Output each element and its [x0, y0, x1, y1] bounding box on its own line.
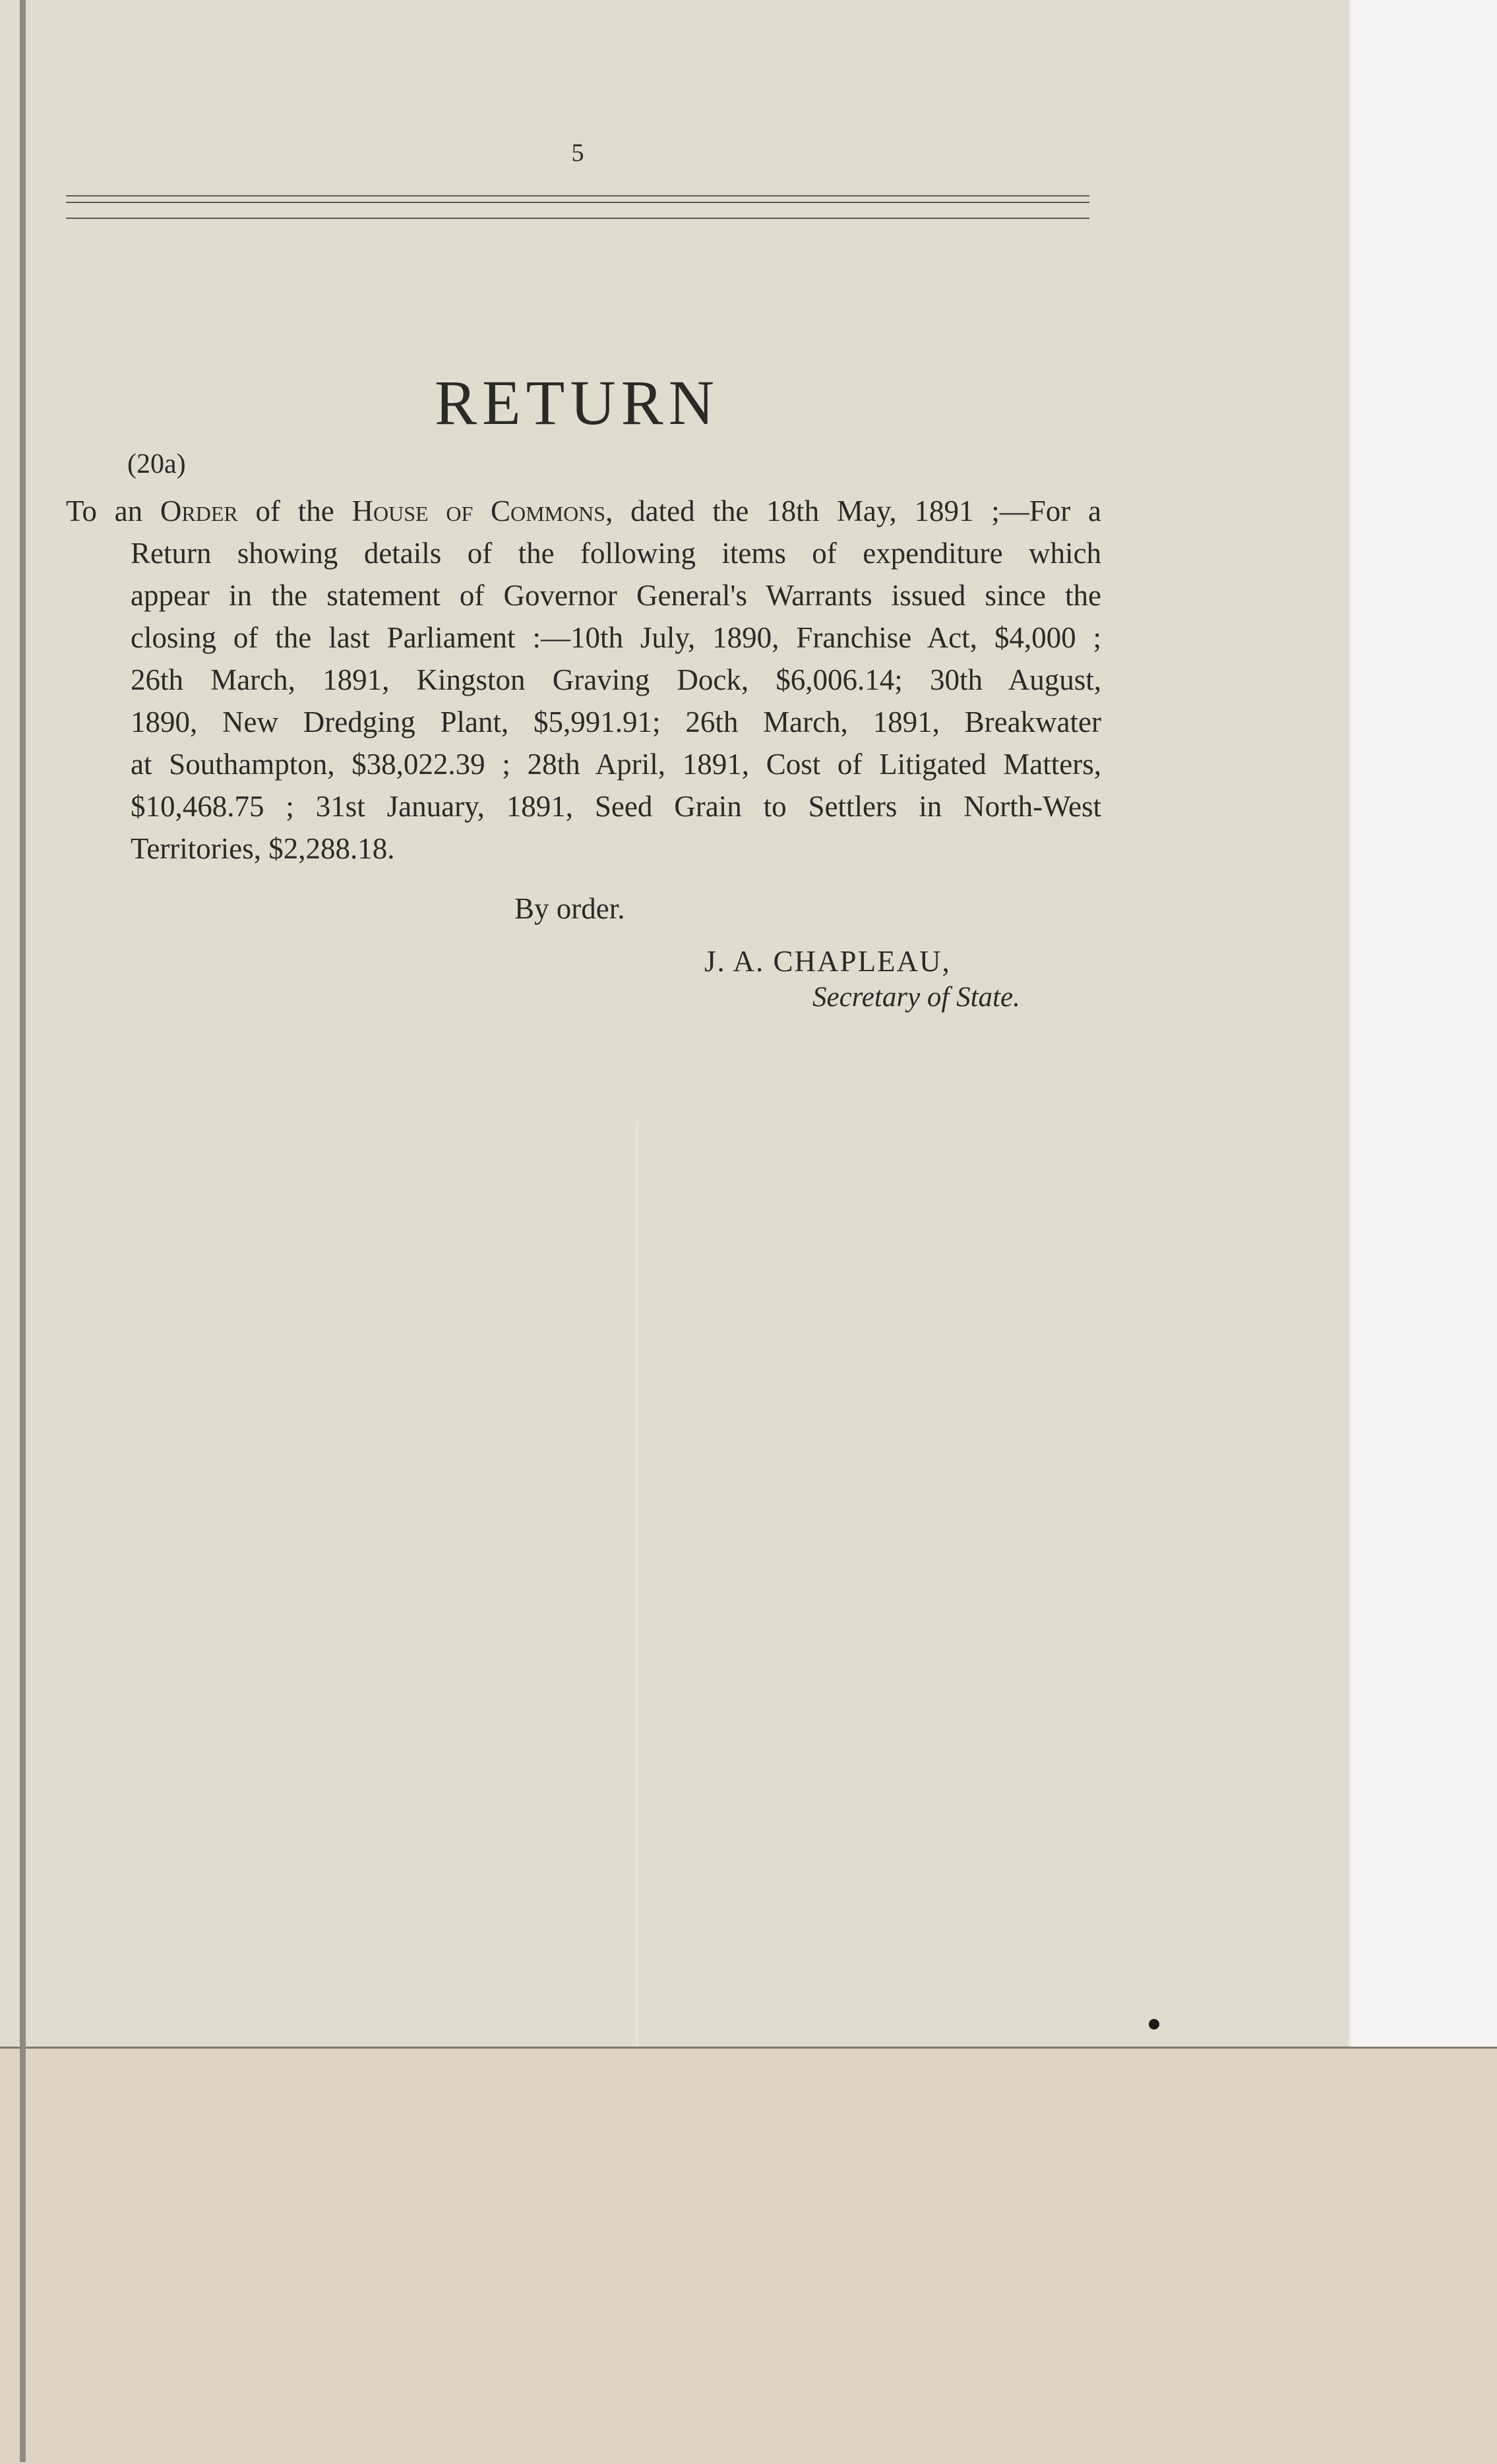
order-line: appear in the statement of Governor General's Warrants issued since the	[131, 579, 1101, 612]
order-line: at Southampton, $38,022.39 ; 28th April, 1891, Cost of Litigated Matters,	[131, 748, 1101, 781]
order-paragraph	[66, 490, 1101, 870]
document-heading: RETURN	[435, 367, 719, 438]
next-page-edge	[0, 2047, 1497, 2464]
signatory-name: J. A. CHAPLEAU,	[704, 945, 951, 978]
order-line: closing of the last Parliament :—10th July, 1890, Franchise Act, $4,000 ;	[131, 621, 1101, 654]
order-word: Order	[160, 495, 238, 527]
order-line: Territories, $2,288.18.	[131, 832, 395, 865]
header-rule-middle	[66, 202, 1089, 203]
header-rule-bottom	[66, 218, 1089, 219]
order-line: 26th March, 1891, Kingston Graving Dock, $6,006.14; 30th August,	[131, 663, 1101, 696]
by-order-text: By order.	[514, 892, 625, 925]
header-rule-top	[66, 195, 1089, 196]
house-of-commons: House of Commons	[351, 495, 606, 527]
ink-spot	[1149, 2019, 1159, 2029]
order-line: 1890, New Dredging Plant, $5,991.91; 26th March, 1891, Breakwater	[131, 706, 1101, 738]
page-number: 5	[571, 139, 584, 167]
order-line: $10,468.75 ; 31st January, 1891, Seed Grain to Settlers in North-West	[131, 790, 1101, 823]
signatory-title: Secretary of State.	[812, 982, 1020, 1013]
document-reference: (20a)	[127, 449, 186, 479]
page-fold-crease	[636, 1121, 638, 2044]
order-line: Return showing details of the following items of expenditure which	[131, 537, 1101, 570]
order-first-line: To an Order of the House of Commons, dated the 18th May, 1891 ;—For a	[66, 495, 1102, 527]
